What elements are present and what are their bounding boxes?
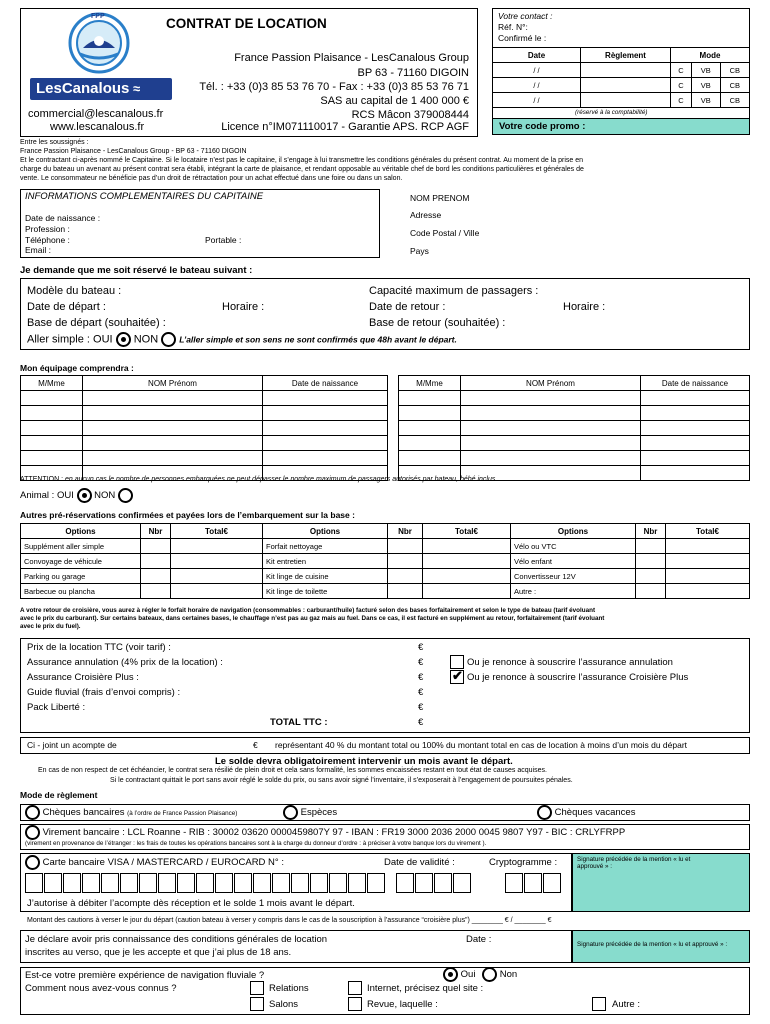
animal-label: Animal : OUI bbox=[20, 490, 74, 502]
nbr-cell[interactable] bbox=[636, 569, 666, 584]
first-experience-options bbox=[443, 967, 517, 982]
crew-table-right bbox=[398, 375, 750, 481]
intro-line: Entre les soussignés : bbox=[20, 139, 89, 146]
card-option bbox=[25, 855, 284, 870]
authorize-text: J’autorise à débiter l’acompte dès réception et le solde 1 mois avant le départ. bbox=[27, 898, 355, 909]
options-row bbox=[21, 554, 750, 569]
card-signature-field[interactable] bbox=[572, 853, 750, 912]
internet-checkbox[interactable] bbox=[348, 981, 362, 995]
payment-heading: Mode de règlement bbox=[20, 790, 98, 800]
cash-option bbox=[283, 805, 337, 820]
return-base-label[interactable]: Base de retour (souhaitée) : bbox=[369, 317, 506, 329]
crew-header-birth: Date de naissance bbox=[641, 376, 750, 391]
crew-row[interactable] bbox=[21, 406, 388, 421]
mode-vb[interactable]: VB bbox=[691, 78, 720, 93]
renounce-cancel-checkbox[interactable] bbox=[450, 655, 464, 669]
autre-label: Autre : bbox=[612, 999, 640, 1010]
pack-label: Pack Liberté : bbox=[27, 702, 86, 713]
birth-date-label[interactable]: Date de naissance : bbox=[25, 213, 101, 223]
total-cell[interactable] bbox=[423, 569, 511, 584]
salons-checkbox[interactable] bbox=[250, 997, 264, 1011]
nbr-header: Nbr bbox=[388, 524, 423, 539]
name-label[interactable]: NOM PRENOM bbox=[410, 193, 470, 203]
intro-line: Et le contractant ci-après nommé le Capitaine. Si le locataire n’est pas le capitaine, il s’engage à lui transmettre les conditions générales du présent contrat. Au moment de la prise en bbox=[20, 157, 584, 164]
caution-text: Montant des cautions à verser le jour du départ (caution bateau à verser y compris dans le cas de la souscription à l’assurance “croisière plus”) ________ € / ________ € bbox=[27, 917, 552, 924]
date-cell[interactable]: / / bbox=[493, 78, 581, 93]
relations-checkbox[interactable] bbox=[250, 981, 264, 995]
website-link[interactable]: www.lescanalous.fr bbox=[50, 121, 145, 133]
address-label[interactable]: Adresse bbox=[410, 210, 442, 220]
header-date: Date bbox=[493, 48, 581, 63]
nbr-cell[interactable] bbox=[388, 584, 423, 599]
first-experience-yes-radio[interactable] bbox=[443, 967, 458, 982]
oneway-no-label: NON bbox=[133, 333, 159, 346]
reglement-cell[interactable] bbox=[581, 63, 671, 78]
cheques-label: Chèques bancaires bbox=[42, 807, 125, 819]
total-label: TOTAL TTC : bbox=[270, 717, 328, 728]
declaration-date-label[interactable]: Date : bbox=[466, 934, 492, 945]
nbr-header: Nbr bbox=[636, 524, 666, 539]
first-experience-no-label: Non bbox=[499, 969, 518, 981]
company-phone: Tél. : +33 (0)3 85 53 76 70 - Fax : +33 (0)3 85 53 76 71 bbox=[199, 81, 469, 93]
nbr-header: Nbr bbox=[141, 524, 171, 539]
option-label: Convoyage de véhicule bbox=[21, 554, 141, 569]
nbr-cell[interactable] bbox=[141, 569, 171, 584]
mode-cb[interactable]: CB bbox=[720, 63, 749, 78]
animal-row bbox=[20, 488, 133, 503]
renounce-cancel-label: Ou je renonce à souscrire l’assurance annulation bbox=[467, 657, 673, 668]
revue-label: Revue, laquelle : bbox=[367, 999, 438, 1010]
card-label: Carte bancaire VISA / MASTERCARD / EUROCARD N° : bbox=[42, 857, 284, 869]
option-label: Kit entretien bbox=[263, 554, 388, 569]
euro-sign: € bbox=[418, 687, 424, 698]
crew-row[interactable] bbox=[399, 406, 750, 421]
company-licence: Licence n°IM071110017 - Garantie APS. RCP AGF bbox=[221, 121, 469, 133]
waves-icon: ≈ bbox=[129, 81, 141, 96]
options-heading: Autres pré-réservations confirmées et payées lors de l’embarquement sur la base : bbox=[20, 510, 355, 520]
mode-cb[interactable]: CB bbox=[720, 93, 749, 108]
company-name: France Passion Plaisance - LesCanalous Group bbox=[234, 52, 469, 64]
options-row bbox=[21, 569, 750, 584]
nbr-cell[interactable] bbox=[141, 554, 171, 569]
card-signature-mention: Signature précédée de la mention « lu et approuvé » : bbox=[577, 856, 691, 870]
euro-sign: € bbox=[418, 717, 424, 728]
options-row bbox=[21, 584, 750, 599]
crew-row[interactable] bbox=[399, 451, 750, 466]
options-table bbox=[20, 523, 750, 599]
contact-label: Votre contact : bbox=[498, 11, 553, 21]
nbr-cell[interactable] bbox=[388, 554, 423, 569]
departure-date-label[interactable]: Date de départ : bbox=[27, 301, 106, 313]
option-label: Supplément aller simple bbox=[21, 539, 141, 554]
captain-info-title: INFORMATIONS COMPLEMENTAIRES DU CAPITAINE bbox=[25, 191, 264, 202]
option-label: Kit linge de cuisine bbox=[263, 569, 388, 584]
crew-row[interactable] bbox=[21, 451, 388, 466]
crew-header-birth: Date de naissance bbox=[263, 376, 388, 391]
badge-text: FPP bbox=[91, 13, 105, 20]
mode-vb[interactable]: VB bbox=[691, 63, 720, 78]
crew-row[interactable] bbox=[399, 421, 750, 436]
animal-yes-radio[interactable] bbox=[77, 488, 92, 503]
company-address: BP 63 - 71160 DIGOIN bbox=[357, 67, 469, 79]
reference-label: Réf. N°: bbox=[498, 22, 528, 32]
euro-sign: € bbox=[418, 702, 424, 713]
cruise-insurance-label: Assurance Croisière Plus : bbox=[27, 672, 139, 683]
balance-line: Si le contractant quittait le port sans avoir réglé le solde du prix, ou sans avoir signé l’inventaire, il s’exposerait à l’engagement de poursuites pénales. bbox=[110, 777, 573, 784]
option-label: Kit linge de toilette bbox=[263, 584, 388, 599]
email-link[interactable]: commercial@lescanalous.fr bbox=[28, 108, 164, 120]
option-label: Convertisseur 12V bbox=[511, 569, 636, 584]
crew-row[interactable] bbox=[399, 436, 750, 451]
cryptogram-field[interactable] bbox=[505, 873, 562, 893]
holiday-cheques-label: Chèques vacances bbox=[554, 807, 636, 819]
nbr-cell[interactable] bbox=[636, 554, 666, 569]
profession-label[interactable]: Profession : bbox=[25, 224, 70, 234]
fuel-note-line: avec le prix du fuel). bbox=[20, 623, 81, 630]
total-header: Total€ bbox=[423, 524, 511, 539]
return-time-label[interactable]: Horaire : bbox=[563, 301, 606, 313]
rental-price-label: Prix de la location TTC (voir tarif) : bbox=[27, 642, 171, 653]
first-experience-yes-label: Oui bbox=[460, 969, 476, 981]
boat-heading: Je demande que me soit réservé le bateau suivant : bbox=[20, 265, 253, 276]
mode-c[interactable]: C bbox=[671, 93, 692, 108]
nbr-cell[interactable] bbox=[636, 584, 666, 599]
fuel-note-line: A votre retour de croisière, vous aurez à régler le forfait horaire de navigation (consommables : carburant/huile) facturé selon des bases forfaitairement et selon le type de bateau (tarif évoluant bbox=[20, 607, 596, 614]
reglement-cell[interactable] bbox=[581, 93, 671, 108]
renounce-cruise-label: Ou je renonce à souscrire l’assurance Croisière Plus bbox=[467, 672, 689, 683]
accounting-row bbox=[493, 78, 750, 93]
validity-label: Date de validité : bbox=[384, 857, 455, 868]
total-cell[interactable] bbox=[423, 539, 511, 554]
mobile-label[interactable]: Portable : bbox=[205, 235, 242, 245]
total-cell[interactable] bbox=[423, 554, 511, 569]
total-header: Total€ bbox=[666, 524, 750, 539]
mode-cb[interactable]: CB bbox=[720, 78, 749, 93]
departure-time-label[interactable]: Horaire : bbox=[222, 301, 265, 313]
transfer-label: Virement bancaire : LCL Roanne - RIB : 30002 03620 0000459807Y 97 - IBAN : FR19 3000 2036 2000 0045 9807 Y97 - BIC : CRLYFRPP bbox=[42, 827, 626, 839]
header-mode: Mode bbox=[671, 48, 750, 63]
crew-heading: Mon équipage comprendra : bbox=[20, 363, 134, 373]
accounting-table bbox=[492, 47, 750, 108]
cancel-insurance-label: Assurance annulation (4% prix de la location) : bbox=[27, 657, 223, 668]
holiday-cheques-radio[interactable] bbox=[537, 805, 552, 820]
option-label: Autre : bbox=[511, 584, 636, 599]
animal-no-label: NON bbox=[94, 490, 116, 502]
nbr-cell[interactable] bbox=[388, 569, 423, 584]
nbr-cell[interactable] bbox=[388, 539, 423, 554]
validity-field[interactable] bbox=[396, 873, 472, 893]
cash-label: Espèces bbox=[300, 807, 338, 819]
deposit-label: Ci - joint un acompte de bbox=[27, 740, 117, 750]
cheques-option bbox=[25, 805, 237, 820]
accounting-row bbox=[493, 93, 750, 108]
country-label[interactable]: Pays bbox=[410, 246, 429, 256]
date-cell[interactable]: / / bbox=[493, 63, 581, 78]
declaration-line: inscrites au verso, que je les accepte et que j’ai plus de 18 ans. bbox=[25, 947, 292, 958]
first-experience-question: Est-ce votre première expérience de navigation fluviale ? bbox=[25, 970, 265, 981]
fpp-badge-logo bbox=[68, 12, 130, 74]
declaration-line: Je déclare avoir pris connaissance des conditions générales de location bbox=[25, 934, 328, 945]
confirmed-label: Confirmé le : bbox=[498, 33, 547, 43]
total-cell[interactable] bbox=[666, 554, 750, 569]
cheques-radio[interactable] bbox=[25, 805, 40, 820]
mode-vb[interactable]: VB bbox=[691, 93, 720, 108]
capacity-label[interactable]: Capacité maximum de passagers : bbox=[369, 285, 539, 297]
card-radio[interactable] bbox=[25, 855, 40, 870]
option-label: Vélo enfant bbox=[511, 554, 636, 569]
postal-code-label[interactable]: Code Postal / Ville bbox=[410, 228, 480, 238]
balance-title: Le solde devra obligatoirement intervenir un mois avant le départ. bbox=[215, 756, 513, 767]
fuel-note-line: avec le prix du carburant). Sur certains bateaux, dans certaines bases, le chauffage n’est pas au gaz mais au fuel. Dans ce cas, il est facturé en supplément au retour, forfaitairement (tarif évoluant bbox=[20, 615, 605, 622]
lescanalous-logo bbox=[30, 78, 172, 100]
card-number-field[interactable] bbox=[25, 873, 386, 893]
option-label: Barbecue ou plancha bbox=[21, 584, 141, 599]
euro-sign: € bbox=[418, 672, 424, 683]
accounting-note: (réservé à la comptabilité) bbox=[575, 109, 648, 116]
crew-row[interactable] bbox=[399, 391, 750, 406]
cash-radio[interactable] bbox=[283, 805, 298, 820]
first-experience-no-radio[interactable] bbox=[482, 967, 497, 982]
mode-c[interactable]: C bbox=[671, 78, 692, 93]
total-cell[interactable] bbox=[423, 584, 511, 599]
intro-line: charge du bateau un avenant au présent contrat sera établi, intégrant la carte de plaisance, et rendant opposable au véritable chef de bord les conditions particulières et générales de bbox=[20, 166, 584, 173]
intro-line: vente. Le consommateur ne bénéficie pas d’un droit de rétractation pour un achat effectué dans une foire ou dans un salon. bbox=[20, 175, 403, 182]
total-cell[interactable] bbox=[171, 539, 263, 554]
declaration-signature-field[interactable] bbox=[572, 930, 750, 963]
promo-code-label: Votre code promo : bbox=[499, 121, 586, 132]
oneway-note: L’aller simple et son sens ne sont confirmés que 48h avant le départ. bbox=[179, 334, 457, 345]
date-cell[interactable]: / / bbox=[493, 93, 581, 108]
oneway-yes-radio[interactable] bbox=[116, 332, 131, 347]
salons-label: Salons bbox=[269, 999, 299, 1010]
company-rcs: RCS Mâcon 379008444 bbox=[351, 109, 469, 121]
option-label: Parking ou garage bbox=[21, 569, 141, 584]
promo-code-field[interactable] bbox=[492, 118, 750, 135]
company-capital: SAS au capital de 1 400 000 € bbox=[320, 95, 469, 107]
phone-label[interactable]: Téléphone : bbox=[25, 235, 70, 245]
relations-label: Relations bbox=[269, 983, 309, 994]
logo-text: LesCanalous bbox=[36, 80, 130, 97]
return-date-label[interactable]: Date de retour : bbox=[369, 301, 446, 313]
crew-header-name: NOM Prénom bbox=[83, 376, 263, 391]
transfer-option bbox=[25, 825, 625, 840]
mode-c[interactable]: C bbox=[671, 63, 692, 78]
autre-checkbox[interactable] bbox=[592, 997, 606, 1011]
nbr-cell[interactable] bbox=[141, 539, 171, 554]
total-cell[interactable] bbox=[171, 569, 263, 584]
balance-line: En cas de non respect de cet échéancier, le contrat sera résilié de plein droit et cela sans formalité, les sommes encaissées restant en tout état de causes acquises. bbox=[38, 767, 547, 774]
total-cell[interactable] bbox=[666, 539, 750, 554]
attention-note bbox=[20, 476, 497, 483]
crew-header-title: M/Mme bbox=[21, 376, 83, 391]
internet-label: Internet, précisez quel site : bbox=[367, 983, 484, 994]
options-header: Options bbox=[21, 524, 141, 539]
attention-label: ATTENTION : bbox=[20, 476, 64, 483]
renounce-cruise-checkbox[interactable] bbox=[450, 670, 464, 684]
deposit-text: représentant 40 % du montant total ou 100% du montant total en cas de location à moins d’un mois du départ bbox=[275, 740, 688, 750]
oneway-no-radio[interactable] bbox=[161, 332, 176, 347]
total-cell[interactable] bbox=[666, 584, 750, 599]
options-row bbox=[21, 539, 750, 554]
animal-no-radio[interactable] bbox=[118, 488, 133, 503]
transfer-note: (virement en provenance de l’étranger : les frais de toutes les opérations bancaires sont à la charge du donneur d’ordre : à préciser à votre banque lors du virement ). bbox=[25, 840, 487, 847]
declaration-signature-mention: Signature précédée de la mention « lu et approuvé » : bbox=[577, 941, 728, 948]
options-header: Options bbox=[263, 524, 388, 539]
revue-checkbox[interactable] bbox=[348, 997, 362, 1011]
euro-sign: € bbox=[418, 642, 424, 653]
crew-row[interactable] bbox=[21, 421, 388, 436]
crew-header-title: M/Mme bbox=[399, 376, 461, 391]
total-header: Total€ bbox=[171, 524, 263, 539]
deposit-euro: € bbox=[253, 740, 258, 750]
guide-label: Guide fluvial (frais d’envoi compris) : bbox=[27, 687, 181, 698]
header-reglement: Règlement bbox=[581, 48, 671, 63]
reglement-cell[interactable] bbox=[581, 78, 671, 93]
attention-text: en aucun cas le nombre de personnes embarquées ne peut dépasser le nombre maximum de passagers autorisés par bateau, bébé inclus. bbox=[65, 476, 498, 483]
nbr-cell[interactable] bbox=[636, 539, 666, 554]
email-label[interactable]: Email : bbox=[25, 245, 51, 255]
holiday-cheques-option bbox=[537, 805, 635, 820]
boat-model-label[interactable]: Modèle du bateau : bbox=[27, 285, 122, 297]
oneway-row bbox=[27, 332, 457, 347]
crew-header-name: NOM Prénom bbox=[461, 376, 641, 391]
accounting-row bbox=[493, 63, 750, 78]
total-cell[interactable] bbox=[171, 584, 263, 599]
departure-base-label[interactable]: Base de départ (souhaitée) : bbox=[27, 317, 166, 329]
option-label: Vélo ou VTC bbox=[511, 539, 636, 554]
total-cell[interactable] bbox=[171, 554, 263, 569]
crew-row[interactable] bbox=[21, 391, 388, 406]
total-cell[interactable] bbox=[666, 569, 750, 584]
intro-line: France Passion Plaisance - LesCanalous Group - BP 63 - 71160 DIGOIN bbox=[20, 148, 247, 155]
oneway-label: Aller simple : OUI bbox=[27, 333, 113, 346]
cryptogram-label: Cryptogramme : bbox=[489, 857, 558, 868]
nbr-cell[interactable] bbox=[141, 584, 171, 599]
how-found-question: Comment nous avez-vous connus ? bbox=[25, 983, 177, 994]
transfer-radio[interactable] bbox=[25, 825, 40, 840]
crew-table-left bbox=[20, 375, 388, 481]
option-label: Forfait nettoyage bbox=[263, 539, 388, 554]
contract-title: CONTRAT DE LOCATION bbox=[166, 16, 327, 31]
options-header: Options bbox=[511, 524, 636, 539]
cheques-note: (à l’ordre de France Passion Plaisance) bbox=[127, 810, 238, 818]
crew-row[interactable] bbox=[21, 436, 388, 451]
euro-sign: € bbox=[418, 657, 424, 668]
